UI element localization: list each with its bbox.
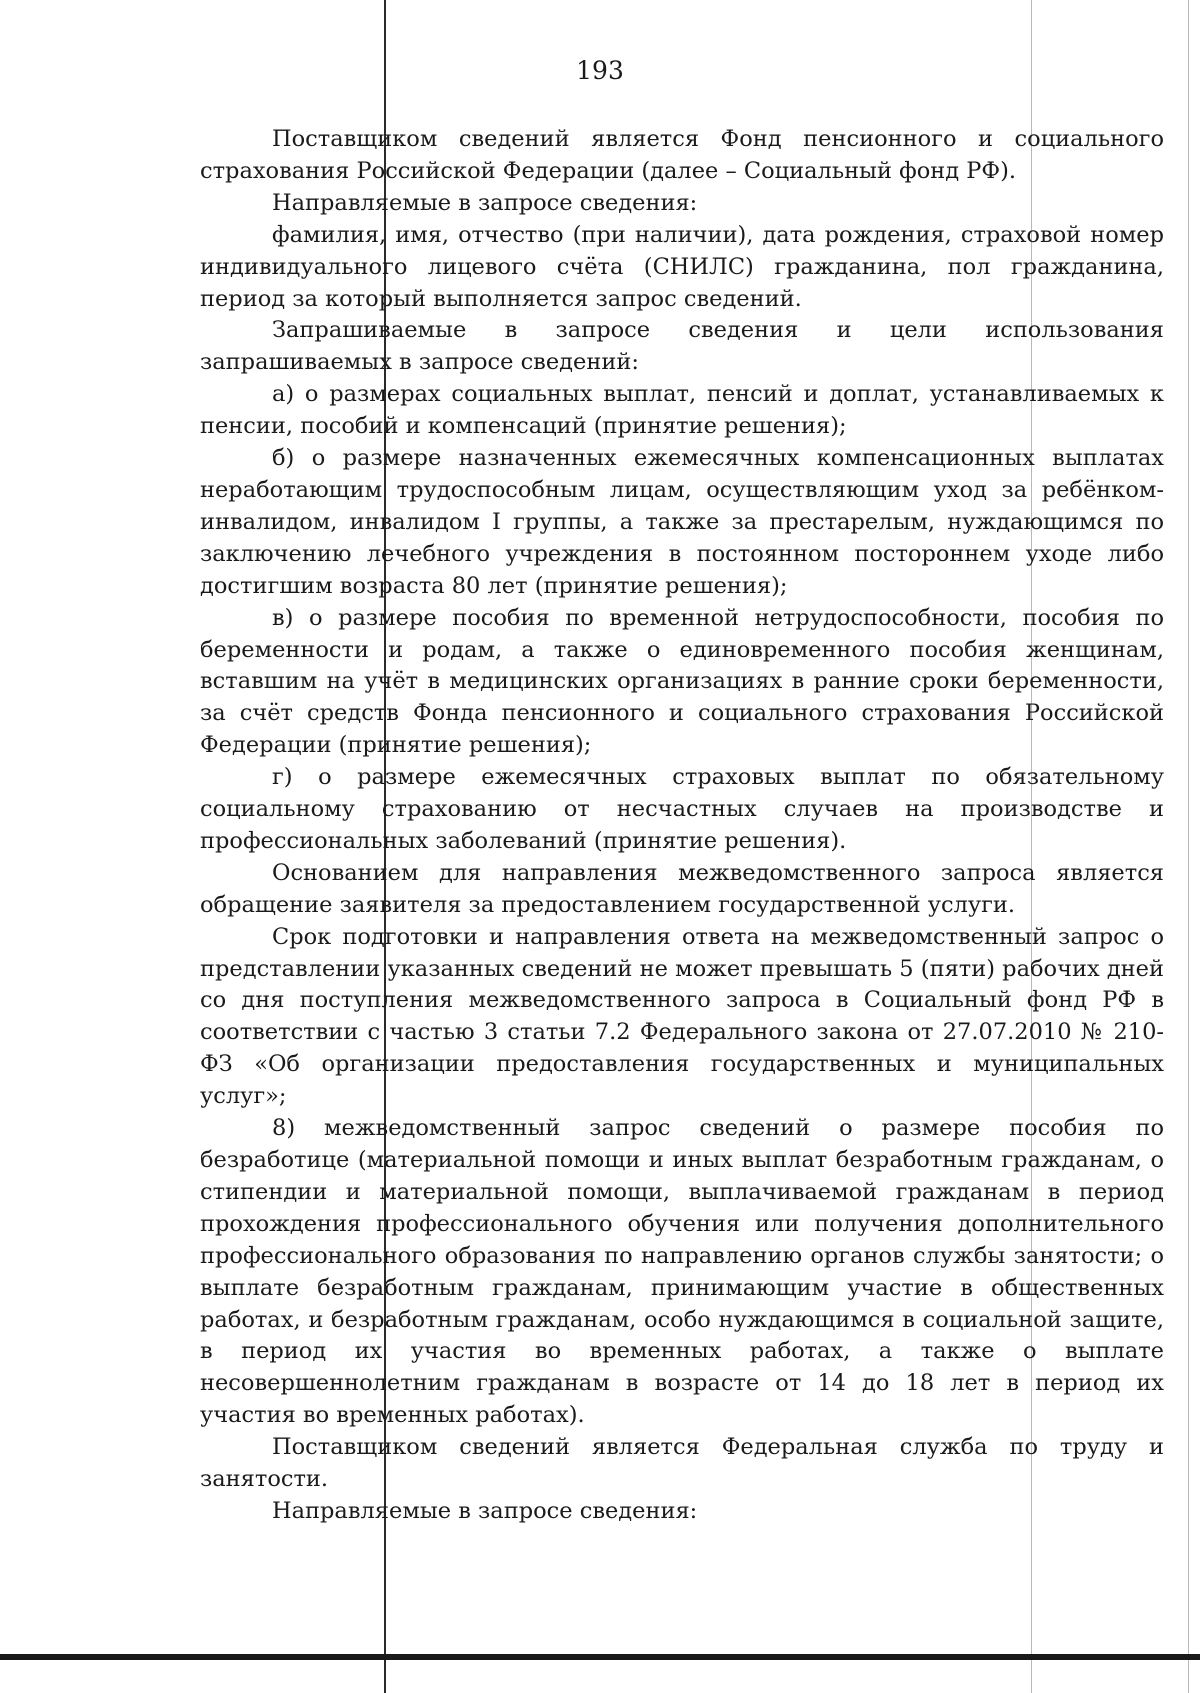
paragraph: Запрашиваемые в запросе сведения и цели использования запрашиваемых в запросе сведений: [200,317,1164,376]
paragraph: Поставщиком сведений является Федеральная служба по труду и занятости. [200,1434,1164,1493]
paragraph: Основанием для направления межведомственного запроса является обращение заявителя за предоставлением государственной услуги. [200,859,1164,918]
scan-line-edge [1188,0,1189,1693]
paragraph: фамилия, имя, отчество (при наличии), дата рождения, страховой номер индивидуального лицевого счёта (СНИЛС) гражданина, пол гражданина, период за который выполняется запрос сведений. [200,221,1164,312]
paragraph: в) о размере пособия по временной нетрудоспособности, пособия по беременности и родам, а также о единовременного пособия женщинам, вставшим на учёт в медицинских организациях в ранние сроки беременности, за счёт средств Фонда пенсионного и социального страхования Российской Федерации (принятие решения); [200,604,1164,759]
paragraph: 8) межведомственный запрос сведений о размере пособия по безработице (материальной помощи и иных выплат безработным гражданам, о стипендии и материальной помощи, выплачиваемой гражданам в период прохождения профессионального обучения или получения дополнительного профессионального образования по направлению органов службы занятости; о выплате безработным гражданам, принимающим участие в общественных работах, и безработным гражданам, особо нуждающимся в социальной защите, в период их участия во временных работах, а также о выплате несовершеннолетним гражданам в возрасте от 14 до 18 лет в период их участия во временных работах). [200,1115,1164,1429]
page-number: 193 [576,56,624,85]
paragraph: Направляемые в запросе сведения: [272,189,698,216]
paragraph: а) о размерах социальных выплат, пенсий и доплат, устанавливаемых к пенсии, пособий и компенсаций (принятие решения); [200,381,1164,440]
paragraph: Поставщиком сведений является Фонд пенсионного и социального страхования Российской Федерации (далее – Социальный фонд РФ). [200,126,1164,184]
document-body [200,124,1164,1528]
paragraph: Направляемые в запросе сведения: [272,1497,698,1524]
paragraph: Срок подготовки и направления ответа на межведомственный запрос о представлении указанных сведений не может превышать 5 (пяти) рабочих дней со дня поступления межведомственного запроса в Социальный фонд РФ в соответствии с частью 3 статьи 7.2 Федерального закона от 27.07.2010 № 210-ФЗ «Об организации предоставления государственных и муниципальных услуг»; [200,923,1164,1110]
scan-bottom-bar [0,1654,1200,1660]
paragraph: г) о размере ежемесячных страховых выплат по обязательному социальному страхованию от несчастных случаев на производстве и профессиональных заболеваний (принятие решения). [200,764,1164,854]
paragraph: б) о размере назначенных ежемесячных компенсационных выплатах неработающим трудоспособным лицам, осуществляющим уход за ребёнком-инвалидом, инвалидом I группы, а также за престарелым, нуждающимся по заключению лечебного учреждения в постоянном постороннем уходе либо достигшим возраста 80 лет (принятие решения); [200,445,1164,599]
